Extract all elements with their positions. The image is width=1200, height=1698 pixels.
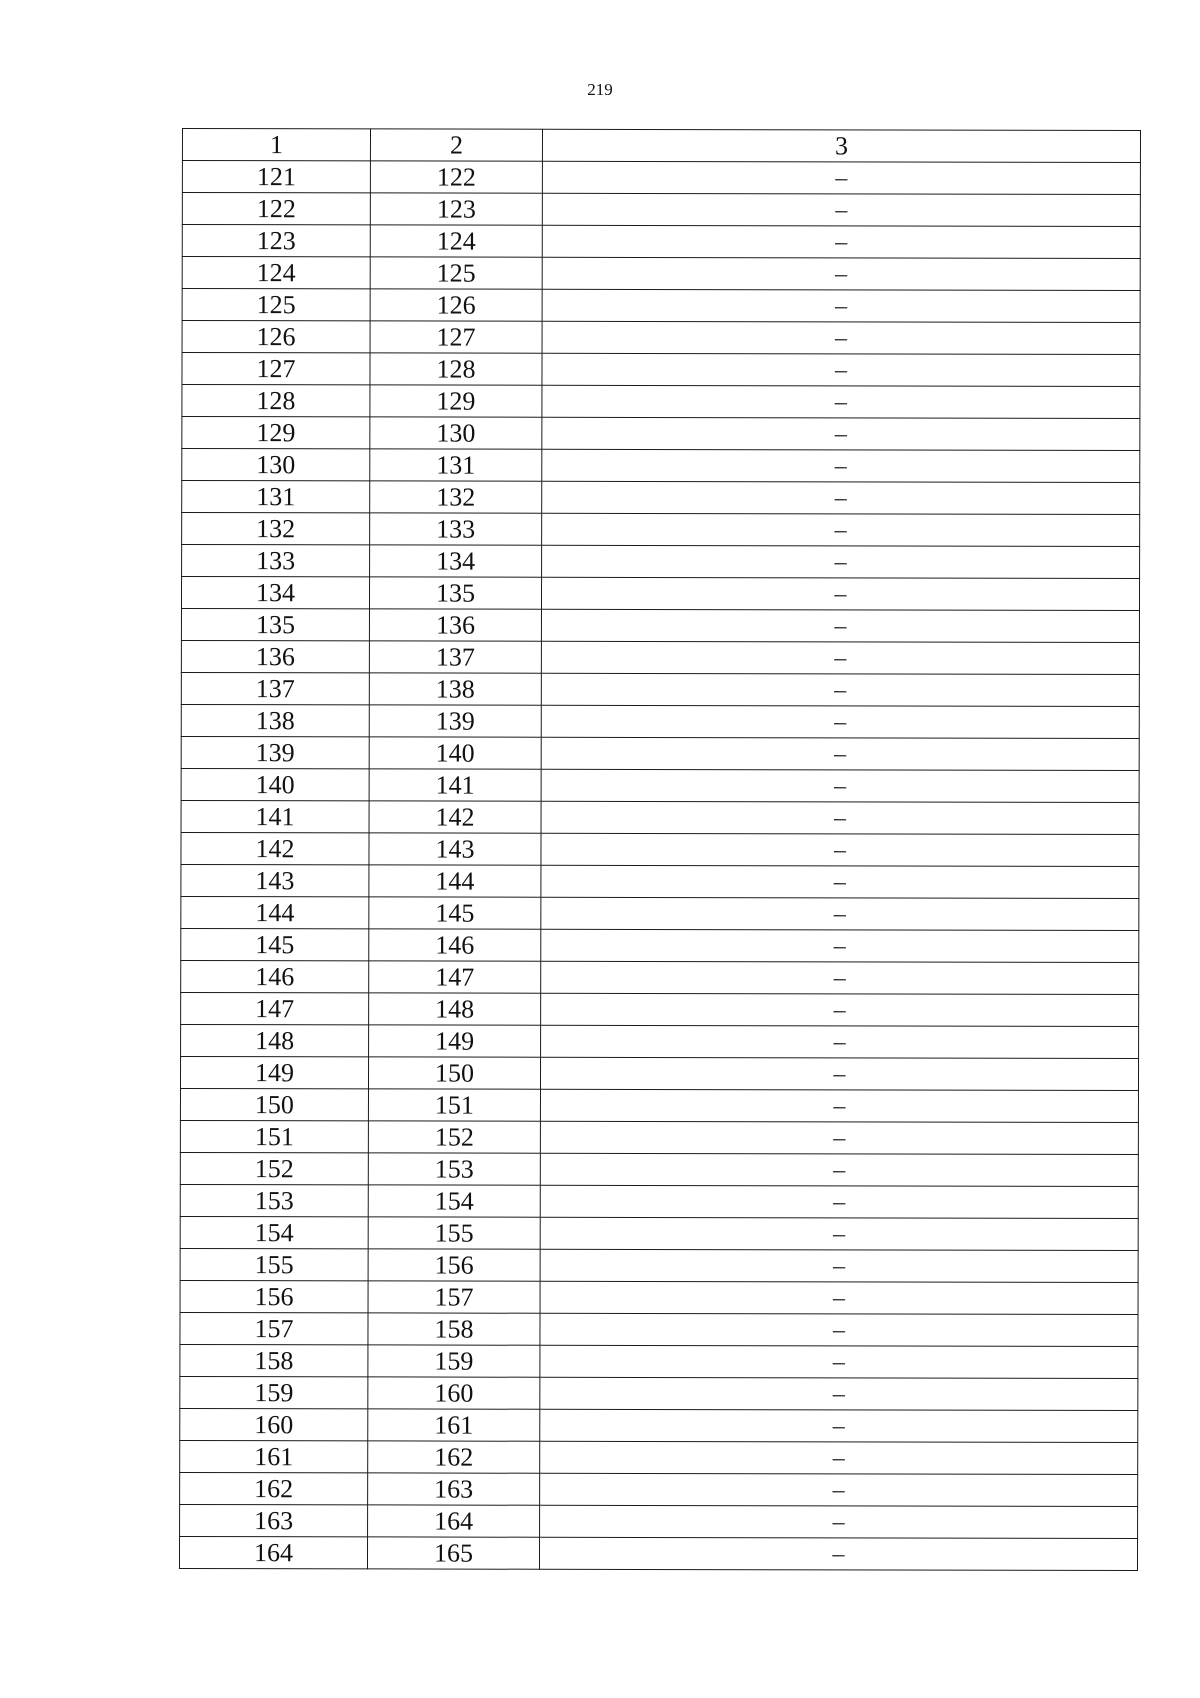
table-cell-col-2: 138 (369, 673, 541, 705)
table-row (181, 960, 1139, 994)
page-number: 219 (587, 80, 613, 99)
table-cell-col-3: – (541, 929, 1139, 962)
table-cell-col-3: – (542, 257, 1140, 290)
table-row (181, 736, 1139, 770)
table-row (180, 1408, 1138, 1442)
table-cell-col-3: – (542, 353, 1140, 386)
table-cell-col-3: – (540, 1249, 1138, 1282)
table-cell-col-2: 125 (370, 257, 542, 289)
table-row (182, 545, 1140, 579)
table-cell-col-2: 164 (368, 1505, 540, 1537)
table-cell-col-1: 140 (181, 768, 369, 800)
table-cell-col-2: 159 (368, 1345, 540, 1377)
table-row (181, 896, 1139, 930)
table-cell-col-3: – (541, 737, 1139, 770)
table-cell-col-2: 163 (368, 1473, 540, 1505)
table-row (180, 1312, 1138, 1346)
table-cell-col-1: 134 (181, 577, 369, 609)
table-row (180, 1248, 1138, 1282)
header-cell-col-3: 3 (542, 129, 1140, 162)
table-row (181, 704, 1139, 738)
table-cell-col-1: 137 (181, 672, 369, 704)
table-cell-col-1: 139 (181, 736, 369, 768)
table-cell-col-3: – (541, 705, 1139, 738)
table-cell-col-2: 151 (368, 1089, 540, 1121)
table-cell-col-1: 159 (180, 1376, 368, 1408)
table-cell-col-1: 153 (180, 1184, 368, 1216)
header-cell-col-2: 2 (370, 129, 542, 161)
table-cell-col-1: 164 (179, 1536, 367, 1568)
table-row (182, 225, 1140, 259)
table-cell-col-1: 125 (182, 289, 370, 321)
table-cell-col-3: – (541, 961, 1139, 994)
table-cell-col-1: 162 (180, 1472, 368, 1504)
table-cell-col-2: 140 (369, 737, 541, 769)
table-cell-col-3: – (540, 1345, 1138, 1378)
table-cell-col-3: – (541, 833, 1139, 866)
table-cell-col-1: 132 (182, 513, 370, 545)
table-cell-col-3: – (542, 449, 1140, 482)
table-cell-col-3: – (542, 289, 1140, 322)
table-row (182, 257, 1140, 291)
table-cell-col-1: 127 (182, 353, 370, 385)
table-header-row (182, 129, 1140, 163)
table-row (182, 449, 1140, 483)
table-row (181, 1024, 1139, 1058)
table-cell-col-3: – (542, 161, 1140, 194)
table-cell-col-1: 141 (181, 800, 369, 832)
table-cell-col-1: 138 (181, 704, 369, 736)
table-row (181, 800, 1139, 834)
table-cell-col-3: – (542, 417, 1140, 450)
table-cell-col-3: – (540, 1217, 1138, 1250)
table-row (181, 928, 1139, 962)
table-cell-col-3: – (542, 545, 1140, 578)
table-body (179, 129, 1140, 1571)
table-cell-col-1: 150 (180, 1088, 368, 1120)
table-cell-col-2: 130 (370, 417, 542, 449)
table-row (180, 1152, 1138, 1186)
table-cell-col-1: 121 (182, 161, 370, 193)
table-cell-col-1: 146 (181, 960, 369, 992)
data-table (179, 128, 1141, 1571)
table-cell-col-1: 133 (182, 545, 370, 577)
table-cell-col-1: 130 (182, 449, 370, 481)
table-cell-col-2: 154 (368, 1185, 540, 1217)
table-cell-col-2: 128 (370, 353, 542, 385)
table-cell-col-2: 157 (368, 1281, 540, 1313)
table-row (180, 1280, 1138, 1314)
table-cell-col-2: 122 (370, 161, 542, 193)
table-cell-col-1: 143 (181, 864, 369, 896)
table-cell-col-2: 161 (368, 1409, 540, 1441)
table-cell-col-3: – (542, 193, 1140, 226)
table-row (182, 481, 1140, 515)
table-row (179, 1536, 1137, 1570)
table-cell-col-2: 129 (370, 385, 542, 417)
table-cell-col-1: 158 (180, 1344, 368, 1376)
table-cell-col-3: – (541, 641, 1139, 674)
table-cell-col-1: 129 (182, 417, 370, 449)
table-cell-col-3: – (541, 769, 1139, 802)
table-cell-col-1: 126 (182, 321, 370, 353)
table-cell-col-1: 128 (182, 385, 370, 417)
table-row (180, 1216, 1138, 1250)
table-row (180, 1344, 1138, 1378)
table-cell-col-3: – (540, 1089, 1138, 1122)
table-cell-col-3: – (542, 513, 1140, 546)
table-cell-col-2: 136 (369, 609, 541, 641)
table-cell-col-1: 160 (180, 1408, 368, 1440)
table-cell-col-2: 142 (369, 801, 541, 833)
table-cell-col-2: 134 (370, 545, 542, 577)
table-cell-col-3: – (541, 865, 1139, 898)
table-cell-col-3: – (541, 1025, 1139, 1058)
table-cell-col-3: – (541, 993, 1139, 1026)
table-cell-col-2: 148 (369, 993, 541, 1025)
table-cell-col-2: 131 (370, 449, 542, 481)
table-row (181, 609, 1139, 643)
table-cell-col-2: 145 (369, 897, 541, 929)
table-cell-col-1: 123 (182, 225, 370, 257)
table-cell-col-1: 151 (180, 1120, 368, 1152)
table-cell-col-2: 124 (370, 225, 542, 257)
table-cell-col-3: – (542, 385, 1140, 418)
table-row (181, 672, 1139, 706)
table-cell-col-3: – (541, 577, 1139, 610)
table-cell-col-1: 122 (182, 193, 370, 225)
table-cell-col-3: – (540, 1185, 1138, 1218)
table-cell-col-1: 149 (180, 1056, 368, 1088)
table-cell-col-1: 136 (181, 640, 369, 672)
table-cell-col-2: 123 (370, 193, 542, 225)
table-cell-col-1: 156 (180, 1280, 368, 1312)
table-row (181, 832, 1139, 866)
table-cell-col-2: 158 (368, 1313, 540, 1345)
table-row (182, 513, 1140, 547)
table-cell-col-1: 147 (181, 992, 369, 1024)
table-row (181, 992, 1139, 1026)
table-row (180, 1472, 1138, 1506)
table-cell-col-3: – (540, 1473, 1138, 1506)
table-cell-col-2: 146 (369, 929, 541, 961)
table-cell-col-3: – (540, 1313, 1138, 1346)
table-row (181, 577, 1139, 611)
table-cell-col-3: – (541, 801, 1139, 834)
table-cell-col-2: 150 (368, 1057, 540, 1089)
table-cell-col-3: – (540, 1057, 1138, 1090)
table-row (180, 1184, 1138, 1218)
table-cell-col-1: 148 (181, 1024, 369, 1056)
table-cell-col-2: 162 (368, 1441, 540, 1473)
table-cell-col-1: 131 (182, 481, 370, 513)
table-cell-col-3: – (540, 1505, 1138, 1538)
table-cell-col-2: 147 (369, 961, 541, 993)
table-row (182, 289, 1140, 323)
table-row (180, 1504, 1138, 1538)
table-row (182, 417, 1140, 451)
table-cell-col-2: 135 (369, 577, 541, 609)
table-cell-col-1: 157 (180, 1312, 368, 1344)
table-cell-col-1: 135 (181, 609, 369, 641)
table-cell-col-1: 161 (180, 1440, 368, 1472)
table-cell-col-2: 156 (368, 1249, 540, 1281)
table-cell-col-3: – (540, 1441, 1138, 1474)
table-cell-col-2: 160 (368, 1377, 540, 1409)
table-cell-col-2: 127 (370, 321, 542, 353)
table-cell-col-3: – (540, 1409, 1138, 1442)
table-cell-col-2: 141 (369, 769, 541, 801)
table-row (180, 1056, 1138, 1090)
table-cell-col-1: 145 (181, 928, 369, 960)
table-cell-col-1: 154 (180, 1216, 368, 1248)
table-cell-col-3: – (539, 1537, 1137, 1570)
table-row (181, 640, 1139, 674)
table-cell-col-1: 124 (182, 257, 370, 289)
table-cell-col-3: – (541, 609, 1139, 642)
table-cell-col-2: 133 (370, 513, 542, 545)
table-row (182, 193, 1140, 227)
table-row (180, 1440, 1138, 1474)
table-cell-col-2: 139 (369, 705, 541, 737)
table-cell-col-3: – (540, 1121, 1138, 1154)
table-cell-col-2: 153 (368, 1153, 540, 1185)
table-cell-col-3: – (540, 1281, 1138, 1314)
table-row (182, 385, 1140, 419)
table-row (182, 353, 1140, 387)
table-cell-col-3: – (541, 897, 1139, 930)
table-cell-col-2: 155 (368, 1217, 540, 1249)
table-cell-col-3: – (542, 225, 1140, 258)
table-row (182, 321, 1140, 355)
table-row (181, 768, 1139, 802)
table-cell-col-1: 163 (180, 1504, 368, 1536)
table-cell-col-2: 149 (369, 1025, 541, 1057)
table-cell-col-3: – (540, 1153, 1138, 1186)
table-cell-col-2: 144 (369, 865, 541, 897)
table-row (180, 1376, 1138, 1410)
table-cell-col-1: 152 (180, 1152, 368, 1184)
table-cell-col-2: 143 (369, 833, 541, 865)
table-cell-col-1: 144 (181, 896, 369, 928)
table-cell-col-2: 152 (368, 1121, 540, 1153)
table-cell-col-3: – (542, 481, 1140, 514)
table-cell-col-1: 155 (180, 1248, 368, 1280)
table-cell-col-3: – (541, 673, 1139, 706)
header-cell-col-1: 1 (182, 129, 370, 161)
table-cell-col-2: 137 (369, 641, 541, 673)
table-cell-col-1: 142 (181, 832, 369, 864)
table-cell-col-3: – (542, 321, 1140, 354)
table-row (182, 161, 1140, 195)
table-cell-col-2: 165 (367, 1537, 539, 1569)
table-cell-col-2: 132 (370, 481, 542, 513)
table-row (180, 1088, 1138, 1122)
table-cell-col-3: – (540, 1377, 1138, 1410)
table-row (180, 1120, 1138, 1154)
table-row (181, 864, 1139, 898)
table-cell-col-2: 126 (370, 289, 542, 321)
